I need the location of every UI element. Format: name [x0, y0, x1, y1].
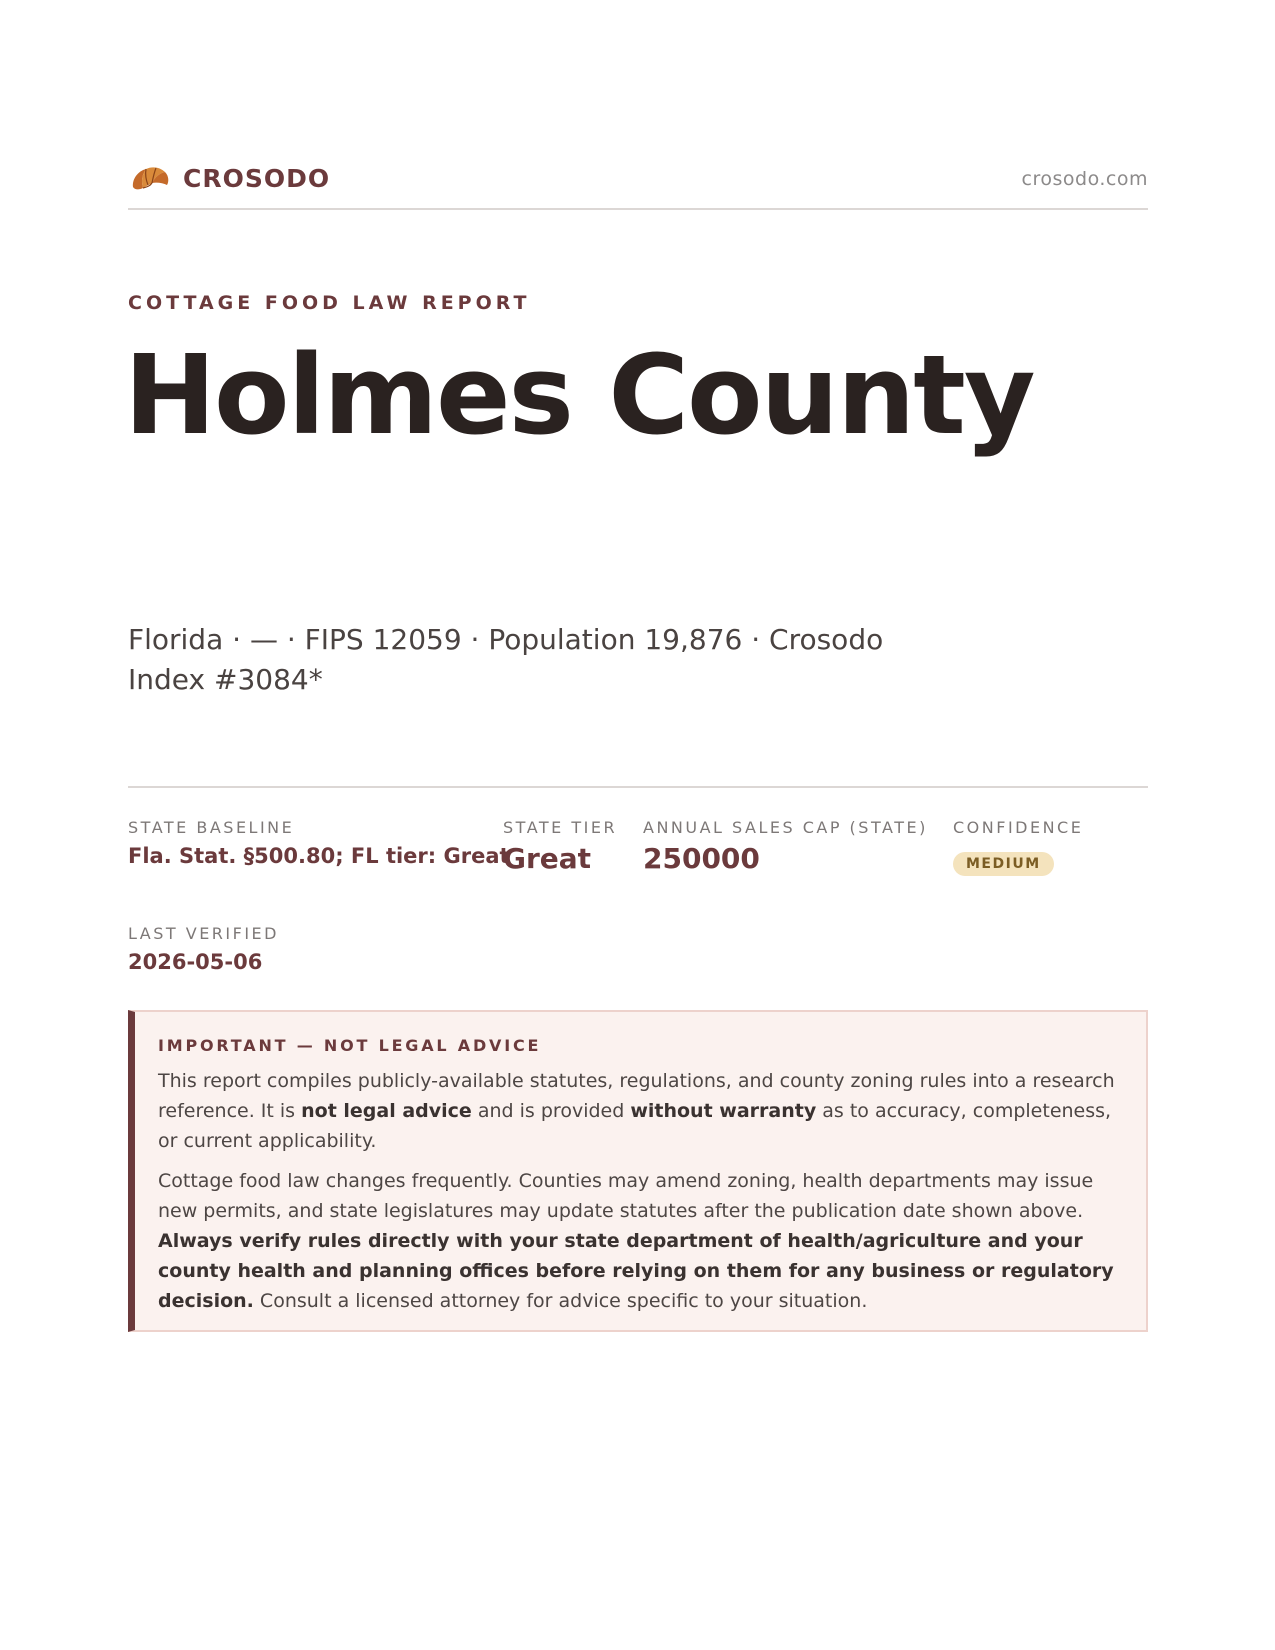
sales-cap-value: 250000	[643, 842, 760, 875]
confidence-badge: MEDIUM	[953, 852, 1054, 876]
croissant-icon	[130, 161, 170, 197]
page-title: Holmes County	[124, 331, 1034, 459]
state-baseline-label: STATE BASELINE	[128, 818, 295, 837]
state-baseline-value: Fla. Stat. §500.80; FL tier: Great	[128, 844, 510, 868]
state-tier-value: Great	[503, 842, 592, 875]
last-verified-label: LAST VERIFIED	[128, 924, 279, 943]
sales-cap-label: ANNUAL SALES CAP (STATE)	[643, 818, 928, 837]
county-meta: Florida · — · FIPS 12059 · Population 19,876 · Crosodo Index #3084*	[128, 623, 884, 696]
legal-disclaimer	[128, 1010, 1148, 1332]
state-tier-label: STATE TIER	[503, 818, 618, 837]
brand-name: CROSODO	[183, 164, 331, 193]
section-divider	[128, 786, 1148, 788]
disclaimer-paragraph-2: Cottage food law changes frequently. Counties may amend zoning, health departments may issue new permits, and state legislatures may update statutes after the publication date shown above. Always verify rules directly with your state department of health/agriculture and your county health and planning offices before relying on them for any business or regulatory decision. Consult a licensed attorney for advice specific to your situation.	[158, 1170, 1114, 1312]
disclaimer-title: IMPORTANT — NOT LEGAL ADVICE	[158, 1036, 542, 1055]
confidence-label: CONFIDENCE	[953, 818, 1084, 837]
last-verified-value: 2026-05-06	[128, 950, 263, 974]
report-eyebrow: COTTAGE FOOD LAW REPORT	[128, 292, 531, 314]
disclaimer-paragraph-1: This report compiles publicly-available statutes, regulations, and county zoning rules into a research reference. It is not legal advice and is provided without warranty as to accuracy, completeness, or current applicability.	[158, 1070, 1115, 1152]
page-header	[128, 158, 1148, 210]
site-link[interactable]: crosodo.com	[1021, 168, 1148, 190]
